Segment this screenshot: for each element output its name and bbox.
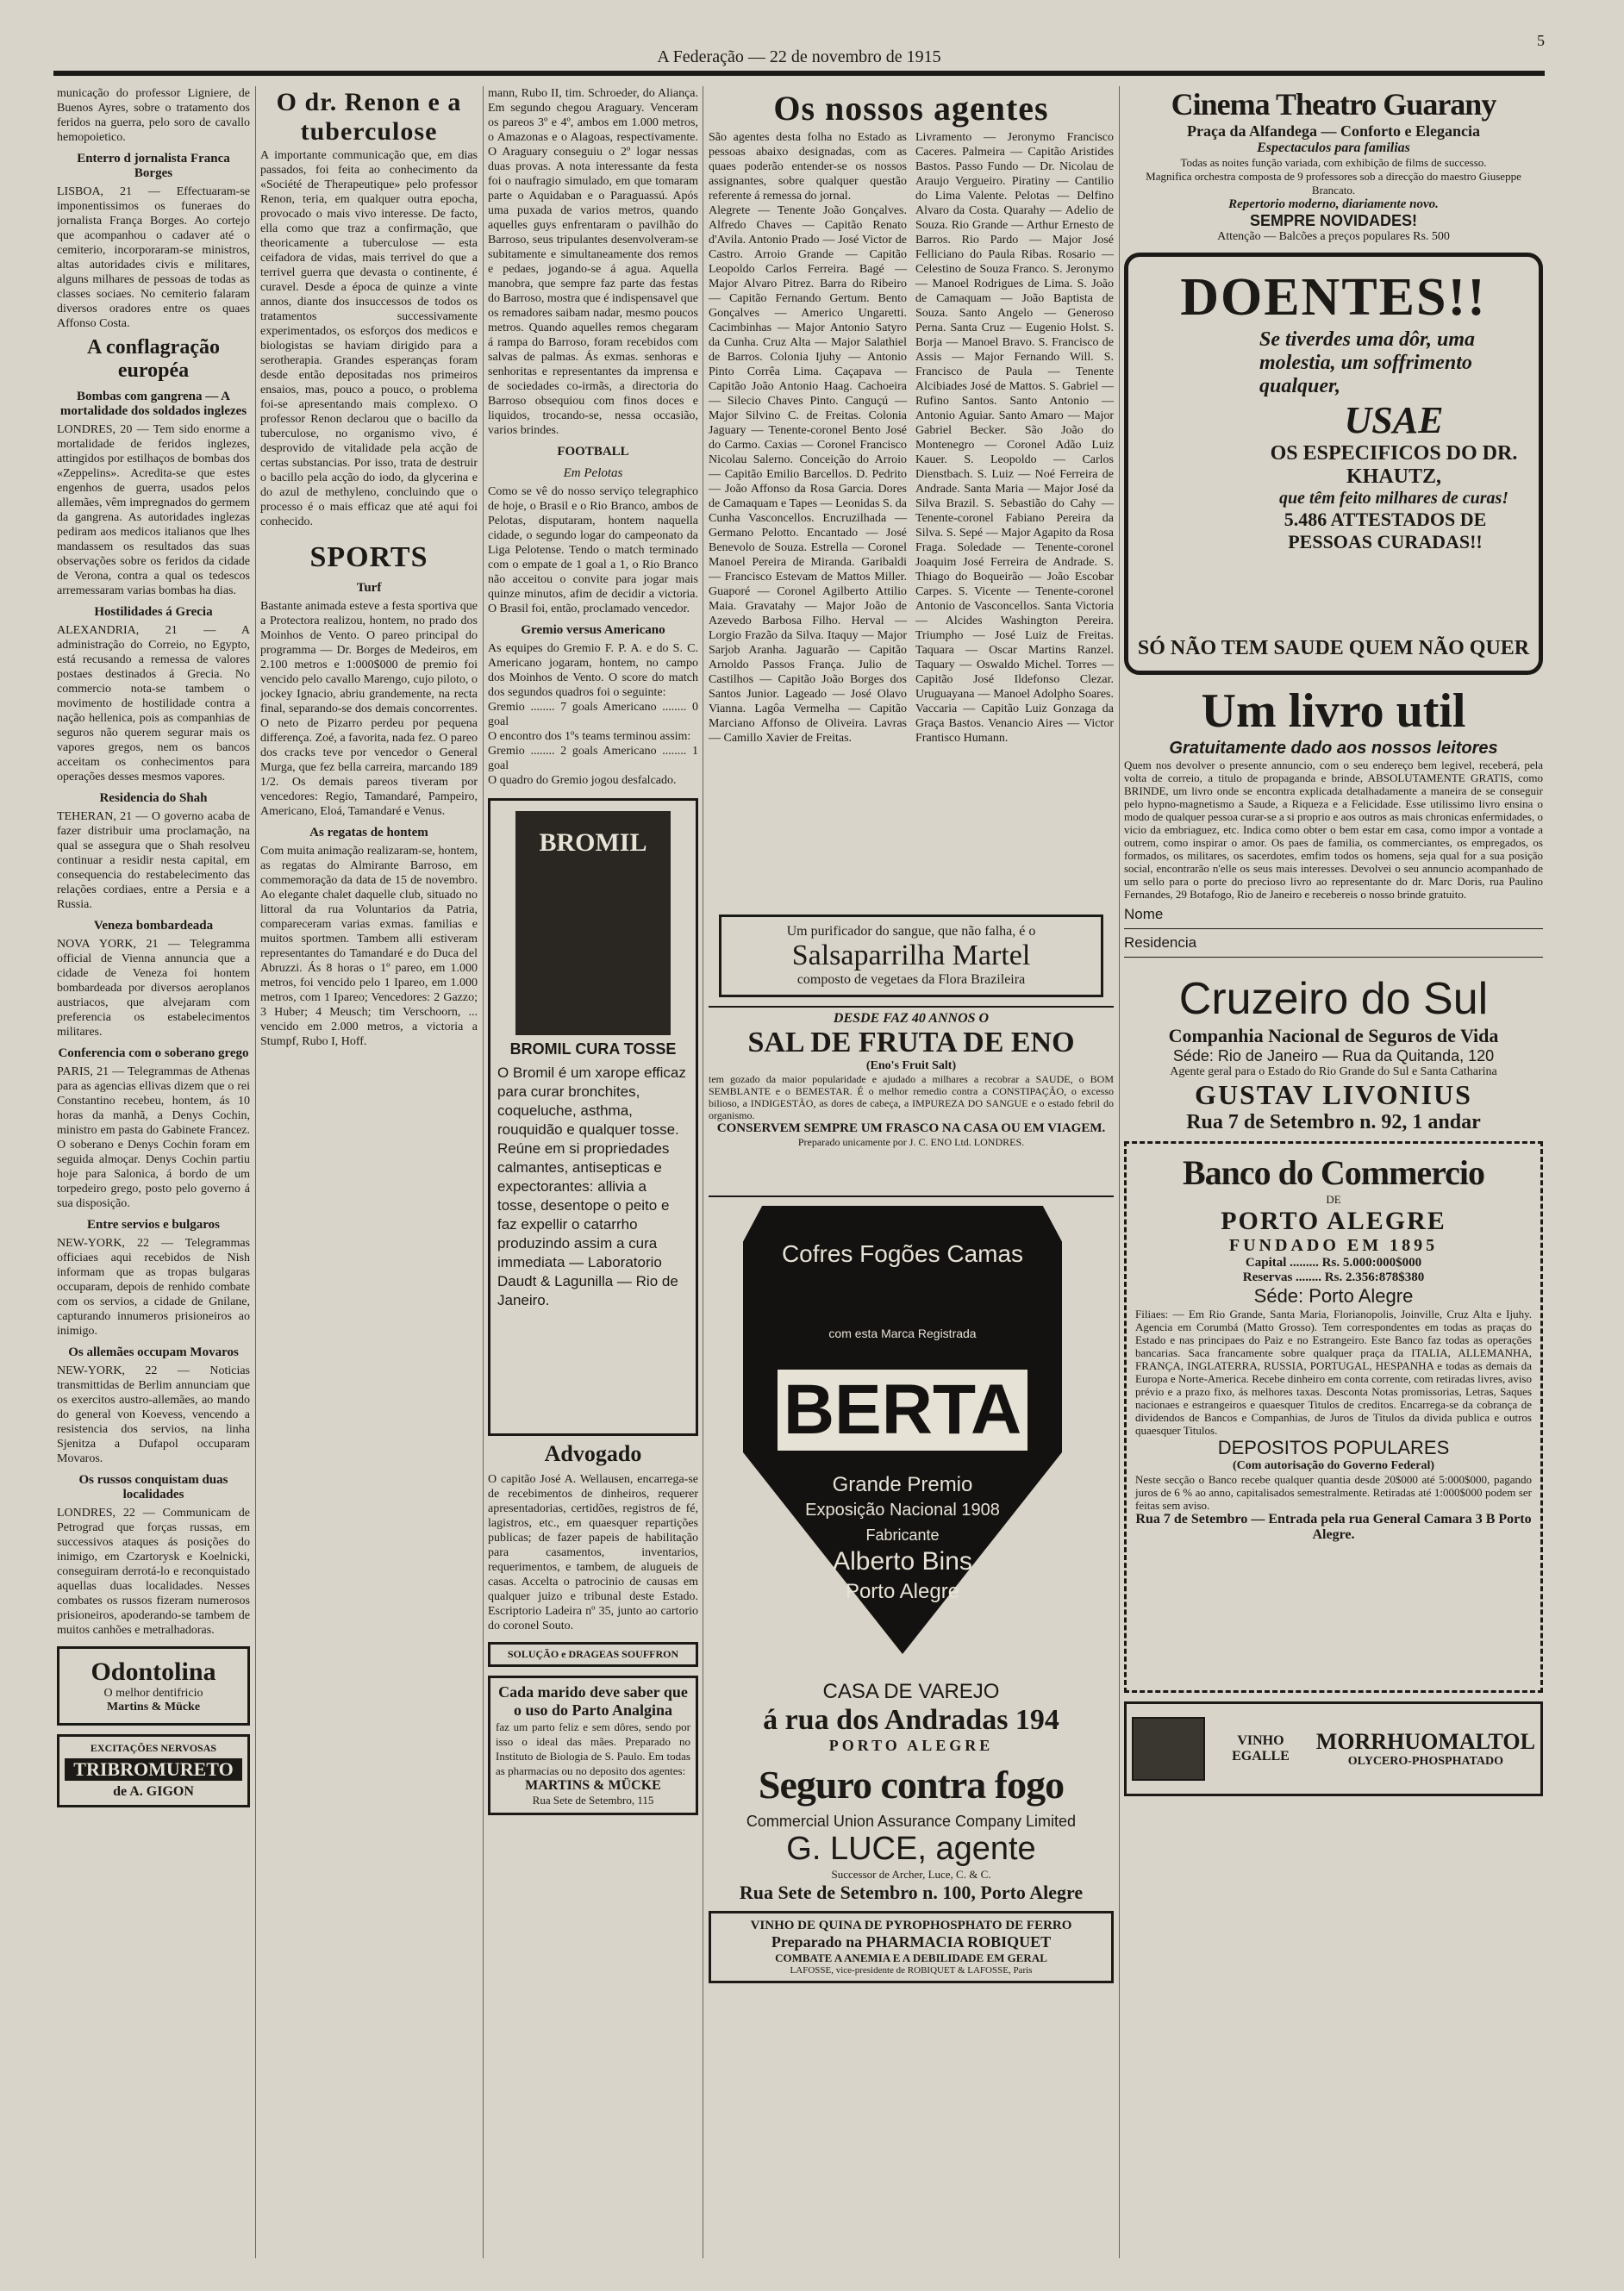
ad-cruzeiro-sul (1124, 973, 1543, 1134)
ad-line: Se tiverdes uma dôr, uma molestia, um soffrimento qualquer, (1259, 328, 1476, 397)
ad-title: SAL DE FRUTA DE ENO (747, 1027, 1075, 1058)
address-field (1124, 934, 1543, 958)
section-title: A conflagração européa (87, 336, 220, 382)
column-rule (1119, 86, 1120, 2258)
name-field (1124, 906, 1543, 929)
bottle-icon (1132, 1717, 1205, 1781)
section-heading: Residencia do Shah (99, 791, 208, 805)
ad-agent-line: Agente geral para o Estado do Rio Grande do Sul e Santa Catharina (1170, 1065, 1497, 1078)
ad-company: Companhia Nacional de Seguros de Vida (1168, 1025, 1499, 1046)
ad-subtitle: O melhor dentifricio (103, 1687, 203, 1700)
article-text: NEW-YORK, 22 — Telegrammas officiaes aqui recebidos de Nish informam que as tropas bulgaras occuparam, depois de renhido combate com os servios, a cidade de Gnilane, capturando innumeros prisioneiros ao inimigo. (57, 1237, 250, 1338)
ad-sede: Séde: Rio de Janeiro — Rua da Quitanda, 120 (1172, 1047, 1495, 1064)
ad-deposits-title: DEPOSITOS POPULARES (1217, 1437, 1450, 1458)
ad-mark: com esta Marca Registrada (828, 1327, 977, 1340)
ad-text: faz um parto feliz e sem dôres, sendo por isso o ideal das mães. Preparado no Instituto de Biologia de S. Paulo. Em todas as pharmacias ou no deposito dos agentes: (496, 1720, 690, 1777)
article-text: LISBOA, 21 — Effectuaram-se imponentissimos os funeraes do jornalista França Borges. Ao cortejo que acompanhou o cadaver até o cemiterio, incorporaram-se ministros, altas autoridades civis e militares, alguns milhares de pessoas de todas as classes sociaes. No cemiterio falaram diversos oradores entre os quaes Affonso Costa. (57, 185, 250, 330)
ad-banco-commercio (1124, 1141, 1543, 1693)
ad-line: SEMPRE NOVIDADES! (1249, 212, 1418, 229)
score-line: Gremio ........ 2 goals Americano ........ 1 goal (488, 745, 698, 772)
ad-fabricante: Fabricante (865, 1526, 940, 1544)
ad-agent: G. LUCE, agente (786, 1831, 1036, 1867)
article-text: LONDRES, 22 — Communicam de Petrograd que forças russas, em successivos ataques ás posições do inimigo, em Czartorysk e Koelnicki, conseguiram derrotá-lo e reconquistado aquellas duas localidades. Nesses combates os russos fizeram numerosos prisioneiros, apoderando-se tambem de muitos canhões e metralhadoras. (57, 1507, 250, 1637)
ad-premio: Grande Premio (832, 1473, 973, 1496)
ad-expo: Exposição Nacional 1908 (805, 1501, 1000, 1520)
ad-berta (709, 1197, 1114, 1680)
ad-title: DOENTES!! (1180, 268, 1487, 327)
ad-successor: Successor de Archer, Luce, C. & C. (831, 1868, 991, 1881)
article-text: A importante communicação que, em dias passados, foi feita ao conhecimento da «Société de Therapeutique» pelo professor Renon, teria, em qualquer outra epocha, provocado o mais vivo interesse. De facto, ella como que traz a confirmação, que theoricamente a tuberculose — esta ceifadora de vidas, mais terrivel do que a terrivel guerra que devasta o continente, é curavel. Desde a época de quinze a vinte annos, diante dos insuccessos de todos os tratamentos successivamente experimentados, os esforços dos medicos e biologistas se haviam dirigido para a serotherapia. Grandes esperanças foram desde então depositadas nos primeiros ensaios, mas, pouco a pouco, o problema foi-se apresentando mais complexo. O professor Renon declarou que o bacillo da tuberculose, no organismo vivo, é desprovido de vitalidade pela acção de certas substancias. Por isso, trata de destruir o bacillo pela acção do iodo, da glycerina e do azul de methyleno, concluindo que o processo é o mais efficaz que até aqui foi conhecido. (260, 149, 478, 528)
ad-text: tem gozado da maior popularidade e ajudado a milhares a recobrar a SAUDE, o BOM SEMBLANTE e o BEMESTAR. É o melhor remedio contra a CONSTIPAÇÃO, o excesso bilioso, a INDIGESTÃO, as dores de cabeça, a IMPUREZA DO SANGUE e o estado febril do organismo. (709, 1073, 1114, 1121)
ad-agent: GUSTAV LIVONIUS (1195, 1079, 1472, 1110)
ad-tribromureto (57, 1734, 250, 1807)
ad-maker: Alberto Bins (833, 1547, 972, 1576)
article-title: O dr. Renon e a tuberculose (276, 88, 462, 146)
article-text: O quadro do Gremio jogou desfalcado. (488, 774, 677, 787)
ad-text: Quem nos devolver o presente annuncio, com o seu endereço bem legivel, receberá, pela volta de correio, a titulo de propaganda e brinde, ABSOLUTAMENTE GRATIS, como BRINDE, um livro onde se encontra explicada detalhadamente a maneira de se conseguir pelo hypno-magnetismo a Saude, a Riqueza e a Felicidade. Esse utilissimo livro ensina o modo de qualquer pessoa curar-se a si proprio e aos outros as mais chronicas enfermidades, o vicio da embriaguez, etc. Indica como obter o bem estar em casa, como impor a vontade a outrem, como inspirar o amor. Os paes de familia, os commerciantes, os empregados, os formados, os militares, os sacerdotes, emfim todos os homens, seja qual for a sua posição social, encontrarão n'elle os seus mais interesses. Devolvei o seu annuncio acompanhado de um sello para o porte do precioso livro ao representante do dr. Marc Doris, rua Paulino Fernandes, 29 Botafogo, Rio de Janeiro e recebereis o nosso brinde gratuito. (1124, 758, 1543, 901)
ad-line: Attenção — Balcões a preços populares Rs. 500 (1217, 230, 1450, 243)
section-heading: Os allemães occupam Movaros (68, 1345, 239, 1359)
ad-city: PORTO ALEGRE (1221, 1207, 1446, 1235)
ad-line: Espectaculos para familias (1257, 140, 1410, 155)
ad-souffron (488, 1642, 698, 1667)
agents-listing (709, 130, 1114, 915)
article-text: Com muita animação realizaram-se, hontem, as regatas do Almirante Barroso, em commemoração da data de 15 de novembro. Ao elegante chalet daquelle club, situado no littoral da rua Voluntarios da Patria, compareceram varias exmas. familias e muitos sportmen. Tambem alli estiveram representantes do Tamandaré e do Duca del Abruzzi. Ás 8 horas o 1º pareo, em 1.000 metros, foi vencido pelo 1 Ipareo, em 1.000 metros, com 1 Ipareo; Vencedores: 2 Gazzo; 3 Huber; 4 Meusch; tim Verschoorn, ... vencido em 2.000 metros, a victoria a Stumpf, Rubo I, Hoff. (260, 845, 478, 1048)
ad-line: Magnifica orchestra composta de 9 professores sob a direcção do maestro Giuseppe Brancato. (1146, 170, 1521, 197)
ad-address: Rua 7 de Setembro — Entrada pela rua General Camara 3 B Porto Alegre. (1135, 1512, 1532, 1542)
section-heading: Hostilidades á Grecia (94, 605, 213, 619)
ad-cinema-guarany (1124, 86, 1543, 244)
ad-title: SOLUÇÃO e DRAGEAS SOUFFRON (507, 1648, 679, 1660)
ad-top: Cofres Fogões Camas (781, 1240, 1024, 1267)
ad-city: Porto Alegre (845, 1580, 960, 1603)
ad-title: Cruzeiro do Sul (1178, 974, 1489, 1024)
ad-salsaparrilha (719, 915, 1103, 997)
article-text: NOVA YORK, 21 — Telegramma official de Vienna annuncia que a cidade de Veneza foi hontem bombardeada por diversos aeroplanos austriacos, que alvejaram com preferencia os estabelecimentos militares. (57, 938, 250, 1039)
ad-maker: Preparado unicamente por J. C. ENO Ltd. LONDRES. (797, 1136, 1025, 1148)
header-rule (53, 71, 1545, 76)
column-telegrams (57, 86, 250, 2267)
ad-deposits-sub: (Com autorisação do Governo Federal) (1232, 1459, 1435, 1472)
score-line: Gremio ........ 7 goals Americano ........ 0 goal (488, 701, 698, 728)
ad-line: que têm feito milhares de curas! (1278, 489, 1509, 508)
ad-brand: MARTINS & MÜCKE (525, 1778, 661, 1793)
ad-text: Filiaes: — Em Rio Grande, Santa Maria, Florianopolis, Joinville, Cruz Alta e Ijuhy. Agencia em Corumbá (Matto Grosso). Tem correspondentes em todas as praças do Estado e nas principaes do Paiz e no Estrangeiro. Este Banco faz todas as operações bancarias. Saca francamente sobre qualquer praça da ITALIA, ALLEMANHA, FRANÇA, INGLATERRA, RUSSIA, PORTUGAL, HESPANHA e todas as demais da Europa e Norte-America. Recebe dinheiro em conta corrente, com retiradas livres, aviso prévio e a prazo fixo, ás melhores taxas. Desconta Notas promissorias, Letras, Saques nacionaes e estrangeiros e quaesquer Titulos de creditos. Encarrega-se da cobrança de dividendos de Bancos e Companhias, de Juros de Titulos da divida publica e outros quaesquer Titulos. (1135, 1308, 1532, 1437)
ad-title: Odontolina (91, 1657, 216, 1686)
agents-list: Livramento — Jeronymo Francisco Caceres. Palmeira — Capitão Aristides Bastos. Passo Fundo — Dr. Nicolau de Araujo Vergueiro. Piratiny — Cantilio do Lima Valente. Pelotas — Delfino Alvaro da Costa. Quarahy — Adelio de Souza. Rio Grande — Arthur Ernesto de Barros. Rio Pardo — Major José Felliciano do Paula Ribas. Rosario — Celestino de Souza Franco. S. Jeronymo — Manoel Rodrigues de Lima. S. João de Camaquam — João Baptista de Souza. Santo Angelo — Generoso Perna. Santa Cruz — Eugenio Holst. S. Borja — Manoel Bravo. S. Francisco de Assis — Major Fernando Will. S. Francisco de Paula — Tenente Alcibiades José de Mattos. S. Gabriel — Rufino Santos. Santo Antonio — Antonio Aguiar. Santo Amaro — Major Gabriel Becker. São João do Montenegro — Coronel Adão Luiz Kauer. S. Leopoldo — Carlos Dienstbach. S. Luiz — Noé Ferreira de Andrade. Santa Maria — Major José da Silva Brazil. S. Sebastião do Cahy — Tenente-coronel Fabiano Pereira da Silva. S. Sepé — Major Agapito da Rosa Fraga. Soledade — Tenente-coronel Joaquim José Ferreira de Andrade. S. Thiago do Boqueirão — João Escobar Carpes. S. Vicente — Tenente-coronel Antonio de Vasconcellos. Santa Victoria — Alcides Washington Pereira. Triumpho — José Luiz de Freitas. Taquara — Oscar Martins Ranzel. Taquary — Oswaldo Michel. Torres — Capitão José Ildefonso Clezar. Uruguayana — Manoel Adolpho Soares. Vaccaria — Capitão Luiz Gonzaga da Graça Bastos. Venancio Aires — Victor Frantisco Humann. (915, 131, 1114, 745)
ad-cta: CONSERVEM SEMPRE UM FRASCO NA CASA OU EM VIAGEM. (716, 1121, 1106, 1135)
column-rule (483, 86, 484, 2258)
ad-vinho-quina (709, 1911, 1114, 1983)
article-text: As equipes do Gremio F. P. A. e do S. C. Americano jogaram, hontem, no campo dos Moinhos de Vento. O score do match dos segundos quadros foi o seguinte: (488, 642, 698, 699)
section-title: Advogado (544, 1441, 642, 1466)
article-text: mann, Rubo II, tim. Schroeder, do Aliança. Em segundo chegou Araguary. Venceram os pareos 3º e 4º, ambos em 1.000 metros, o Amazonas e o Alagoas, respectivamente. O Araguary conseguiu o 2º logar nessas duas provas. A nota interessante da festa foi o naufragio simulado, em que tomaram parte o Aquidaban e o Paraguassú. Após uma puxada de varios metros, quando aquelles guys enfrentaram o pavilhão do Barroso, seus tripulantes desenvolveram-se subitamente e simultaneamente dos remos e pedaes, jogando-se á agua. Aquella manobra, que sempre faz parte das festas do Barroso, mostra que é indispensavel que os remadores saibam nadar, mesmo poucos metros. Quando aquelles remos chegaram á rampa do Barroso, foram recebidos com salvas de palmas. Ás exmas. senhoras e senhoritas e representantes da imprensa e de sociedades co-irmãs, a directoria do Barroso obsequiou com finos doces e liquidos, trocando-se, nessa occasião, varios brindes. (488, 87, 698, 437)
ad-title: CASA DE VAREJO (822, 1680, 1000, 1703)
intro-text: municação do professor Ligniere, de Buenos Ayres, sobre o tratamento dos feridos na guerra, pelo soro de cavallo hemopoietico. (57, 87, 250, 144)
ad-reserves: Reservas ........ Rs. 2.356:878$380 (1242, 1270, 1425, 1284)
ad-title: Salsaparrilha Martel (791, 939, 1031, 971)
ad-footer: LAFOSSE, vice-presidente de ROBIQUET & LAFOSSE, Paris (790, 1965, 1033, 1976)
ad-title: Banco do Commercio (1182, 1153, 1485, 1192)
ad-line: OS ESPECIFICOS DO DR. KHAUTZ, (1270, 442, 1518, 488)
ad-title: TRIBROMURETO (65, 1758, 242, 1781)
ad-line: Praça da Alfandega — Conforto e Elegancia (1187, 122, 1480, 140)
ad-pharmacy: Preparado na PHARMACIA ROBIQUET (771, 1933, 1052, 1951)
ad-address: Rua Sete de Setembro, 115 (532, 1794, 654, 1807)
agents-list: Alegrete — Tenente João Gonçalves. Alfredo Chaves — Capitão Renato d'Avila. Antonio Prado — José Victor de Castro. Arroio Grande — Capitão Leopoldo Carlos Ferreira. Bagé — Major Alvaro Pitrez. Barra do Ribeiro — Capitão Fernando Gertum. Bento Gonçalves — Americo Ungaretti. Cacimbinhas — Major Antonio Satyro da Cunha. Cruz Alta — Major Salathiel de Barros. Colonia Ijuhy — Antonio Pinto Corrêa Lima. Caçapava — Capitão João Antonio Haag. Cachoeira — Silecio Chaves Pinto. Canguçú — Major Silvino C. de Freitas. Colonia Jaguary — Tenente-coronel Bento José do Carmo. Caxias — Coronel Francisco Nicolau Salerno. Conceição do Arroio — Capitão Emilio Barcellos. D. Pedrito — João Affonso da Rosa Garcia. Dores de Camaquam e Tapes — Leonidas S. da Cunha Vasconcellos. Encruzilhada — Germano Pelotto. Encantado — José Benevolo de Souza. Estrella — Coronel Manoel Pereira de Miranda. Garibaldi — Francisco Estevam de Mattos Miller. Guaporé — Coronel Agilberto Attilio Maia. Gravatahy — Major João de Azevedo Barbosa Filho. Herval — Lorgio Frazão da Silva. Itaquy — Major Sarjob Aranha. Jaguarão — Capitão Arnoldo Passos França. Julio de Castilhos — Capitão João Borges dos Santos Junior. Lageado — José Olavo Vianna. Lagôa Vermelha — Capitão Marciano Affonso de Oliveira. Lavras — Camillo Xavier de Freitas. (709, 204, 907, 745)
ad-livro-util (1124, 684, 1543, 958)
ad-company: Commercial Union Assurance Company Limited (746, 1813, 1077, 1830)
section-heading: Conferencia com o soberano grego (58, 1046, 249, 1060)
agents-right-column (915, 130, 1114, 915)
article-title: Os nossos agentes (773, 89, 1049, 128)
agents-left-column (709, 130, 907, 915)
page-header (53, 32, 1545, 70)
ad-address: á rua dos Andradas 194 (763, 1704, 1059, 1736)
ad-line: Repertorio moderno, diariamente novo. (1228, 197, 1439, 211)
section-heading: Gremio versus Americano (521, 623, 665, 637)
section-heading: Entre servios e bulgaros (86, 1218, 221, 1232)
field-label: Residencia (1124, 934, 1197, 951)
ad-title: Cada marido deve saber que o uso do Parto Analgina (498, 1683, 688, 1719)
column-ads-right (1124, 86, 1543, 2267)
ad-title: Cinema Theatro Guarany (1171, 87, 1496, 122)
ad-founded: FUNDADO EM 1895 (1228, 1236, 1439, 1255)
article-text: NEW-YORK, 22 — Noticias transmittidas de Berlim annunciam que os exercitos austro-allemães, ao mando do general von Koevess, vencendo a resistencia dos servios, na linha Sjenitza a Dufapol occuparam Movaros. (57, 1364, 250, 1465)
ad-seguro-fogo (709, 1762, 1114, 1904)
sports-title: SPORTS (309, 541, 428, 573)
ad-brand: BROMIL (539, 828, 647, 857)
ad-bromil (488, 798, 698, 1436)
section-heading: As regatas de hontem (309, 826, 428, 840)
ad-title: Seguro contra fogo (758, 1763, 1065, 1807)
page-number: 5 (1537, 32, 1545, 49)
ad-eno (709, 1006, 1114, 1197)
agents-intro: São agentes desta folha no Estado as pessoas abaixo designadas, com as quaes poderão entender-se os nossos assignantes, sobre qualquer questão referente á remessa do jornal. (709, 131, 907, 203)
ad-morrhuomaltol (1124, 1701, 1543, 1796)
column-agentes-ads (709, 86, 1114, 2267)
section-heading: Veneza bombardeada (93, 919, 214, 933)
field-label: Nome (1124, 906, 1164, 922)
ad-doentes-khautz (1124, 253, 1543, 675)
ad-odontolina (57, 1646, 250, 1726)
section-heading: Bombas com gangrena — A mortalidade dos soldados inglezes (59, 390, 247, 418)
section-heading: Enterro d jornalista Franca Borges (77, 152, 230, 180)
ad-sede: Séde: Porto Alegre (1253, 1285, 1414, 1307)
article-text: Como se vê do nosso serviço telegraphico de hoje, o Brasil e o Rio Branco, ambos de Pelotas, disputaram, hontem naquella cidade, o segundo logar do campeonato da Liga Pelotense. Tendo o match terminado com o empate de 1 goal a 1, o Rio Branco não acceitou o convite para jogar mais quinze minutos, afim de decidir a victoria. O Brasil foi, então, proclamado vencedor. (488, 485, 698, 615)
ad-left: VINHO EGALLE (1232, 1733, 1290, 1764)
ad-address: Rua 7 de Setembro n. 92, 1 andar (1186, 1111, 1481, 1133)
bromil-bottle-illustration (515, 811, 671, 1035)
ad-line: Todas as noites função variada, com exhibição de films de successo. (1180, 156, 1487, 169)
article-text: LONDRES, 20 — Tem sido enorme a mortalidade de feridos inglezes, attingidos por estilhaços de bombas dos «Zeppelins». Acredita-se que estes engenhos de guerra, usados pelos allemães, vêm impregnados do germem da gangrena. As autoridades inglezas pediram aos medicos italianos que lhes mandassem os resultados das suas observações sobre os feridos da cidade de Verona, contra a qual os tedescos arremessaram varias bombas ha dias. (57, 423, 250, 597)
ad-address: Rua Sete de Setembro n. 100, Porto Alegre (739, 1882, 1084, 1903)
ad-bottom: composto de vegetaes da Flora Brazileira (796, 972, 1026, 987)
ad-line: 5.486 ATTESTADOS DE PESSOAS CURADAS!! (1284, 509, 1487, 552)
header-title: A Federação — 22 de novembro de 1915 (657, 47, 941, 66)
article-text: ALEXANDRIA, 21 — A administração do Correio, no Egypto, está recusando a remessa de valores postaes destinados á Grecia. No commercio nota-se tambem o movimento de hostilidade contra a nação hellenica, pois as companhias de seguros não querem segurar mais os vapores gregos, nem os bancos acceitam os conhecimentos para operações desses mesmos vapores. (57, 624, 250, 783)
article-text: O capitão José A. Wellausen, encarrega-se de recebimentos de dinheiros, requerer apresentadorias, certidões, registros de fé, lagistros, etc., em quaesquer repartições publicas; de fazer papeis de habilitação para casamentos, inventarios, requerimentos, e tambem, de alugueis de casas. Accelta o patrocinio de causas em qualquer juizo e tribunal deste Estado. Escriptorio Ladeira nº 35, junto ao cartorio do coronel Souto. (488, 1473, 698, 1632)
ad-brand: BERTA (778, 1370, 1027, 1451)
article-text: TEHERAN, 21 — O governo acaba de fazer distribuir uma proclamação, na qual se assegura que o Shah resolveu continuar a residir nesta capital, em consequencia do restabelecimento das relações cordiaes, entre a Persia e a Russia. (57, 810, 250, 911)
ad-subtitle: (Eno's Fruit Salt) (865, 1059, 957, 1072)
ad-title: Um livro util (1201, 684, 1466, 738)
ad-title: MORRHUOMALTOL (1315, 1729, 1535, 1754)
section-heading: Turf (356, 581, 382, 595)
ad-text: O Bromil é um xarope efficaz para curar bronchites, coqueluche, asthma, rouquidão e qualquer tosse. Reúne em si propriedades calmantes, antisepticas e expectorantes: allivia a tosse, desentope o peito e faz expellir o catarrho produzindo assim a cura immediata — Laboratorio Daudt & Lagunilla — Rio de Janeiro. (497, 1064, 686, 1308)
ad-top: Um purificador do sangue, que não falha, é o (786, 924, 1036, 939)
column-rule (255, 86, 256, 2258)
section-heading: FOOTBALL (557, 445, 629, 459)
ad-top: EXCITAÇÕES NERVOSAS (90, 1742, 217, 1754)
column-renon-sports (260, 86, 478, 2267)
article-text: Bastante animada esteve a festa sportiva que a Protectora realizou, hontem, no prado dos Moinhos de Vento. O pareo principal do programma — Dr. Borges de Medeiros, em 2.100 metros e 1:000$000 de premio foi vencido pelo cavallo Marengo, cujo piloto, o jockey Ignacio, abriu grandemente, na recta final, separando-se dos demais concorrentes. O neto de Pizarro perdeu por pequena differença. Zoé, a favorita, nada fez. O pareo dos cracks teve por vencedor o General Murga, que fez bella carreira, marcando 189 1/2. Os demais pareos tiveram por vencedores: Regio, Tamandaré, Pampeiro, Americano, Eloá, Tamandaré e Venus. (260, 600, 478, 818)
ad-de: DE (1326, 1193, 1341, 1206)
ad-line: USAE (1344, 399, 1444, 441)
ad-city: PORTO ALEGRE (828, 1737, 994, 1754)
article-text: O encontro dos 1ºs teams terminou assim: (488, 730, 691, 743)
ad-brand: Martins & Mücke (106, 1701, 201, 1714)
article-text: PARIS, 21 — Telegrammas de Athenas para as agencias ellivas dizem que o rei Constantino recebeu, hontem, ás 10 horas da manhã, a Denys Cochin, ministro em pasta do Gabinete Francez. O soberano e Denys Cochin foram em seguida almoçar. Denys Cochin partiu hoje para Salonica, á bordo de um torpedeiro grego, posto pelo governo á sua disposição. (57, 1065, 250, 1210)
ad-footer: SÓ NÃO TEM SAUDE QUEM NÃO QUER (1137, 637, 1530, 659)
ad-subtitle: de A. GIGON (113, 1784, 194, 1799)
ad-text: Neste secção o Banco recebe qualquer quantia desde 20$000 até 5:000$000, pagando juros de 6 % ao anno, capitalisados semestralmente. Retiradas até 1:000$000 podem ser feitas sem aviso. (1135, 1473, 1532, 1512)
ad-subtitle: OLYCERO-PHOSPHATADO (1347, 1755, 1503, 1768)
ad-subtitle: Gratuitamente dado aos nossos leitores (1169, 739, 1498, 758)
section-subheading: Em Pelotas (563, 466, 623, 480)
ad-parto-analgina (488, 1676, 698, 1815)
section-heading: Os russos conquistam duas localidades (78, 1473, 228, 1501)
ad-casa-varejo (709, 1680, 1114, 1755)
ad-title: VINHO DE QUINA DE PYROPHOSPHATO DE FERRO (750, 1919, 1072, 1932)
ad-capital: Capital ......... Rs. 5.000:000$000 (1245, 1256, 1422, 1270)
ad-tagline: BROMIL CURA TOSSE (509, 1040, 677, 1058)
column-sports-ads (488, 86, 698, 2267)
ad-subtitle: COMBATE A ANEMIA E A DEBILIDADE EM GERAL (775, 1951, 1047, 1964)
ad-top: DESDE FAZ 40 ANNOS O (833, 1011, 990, 1026)
